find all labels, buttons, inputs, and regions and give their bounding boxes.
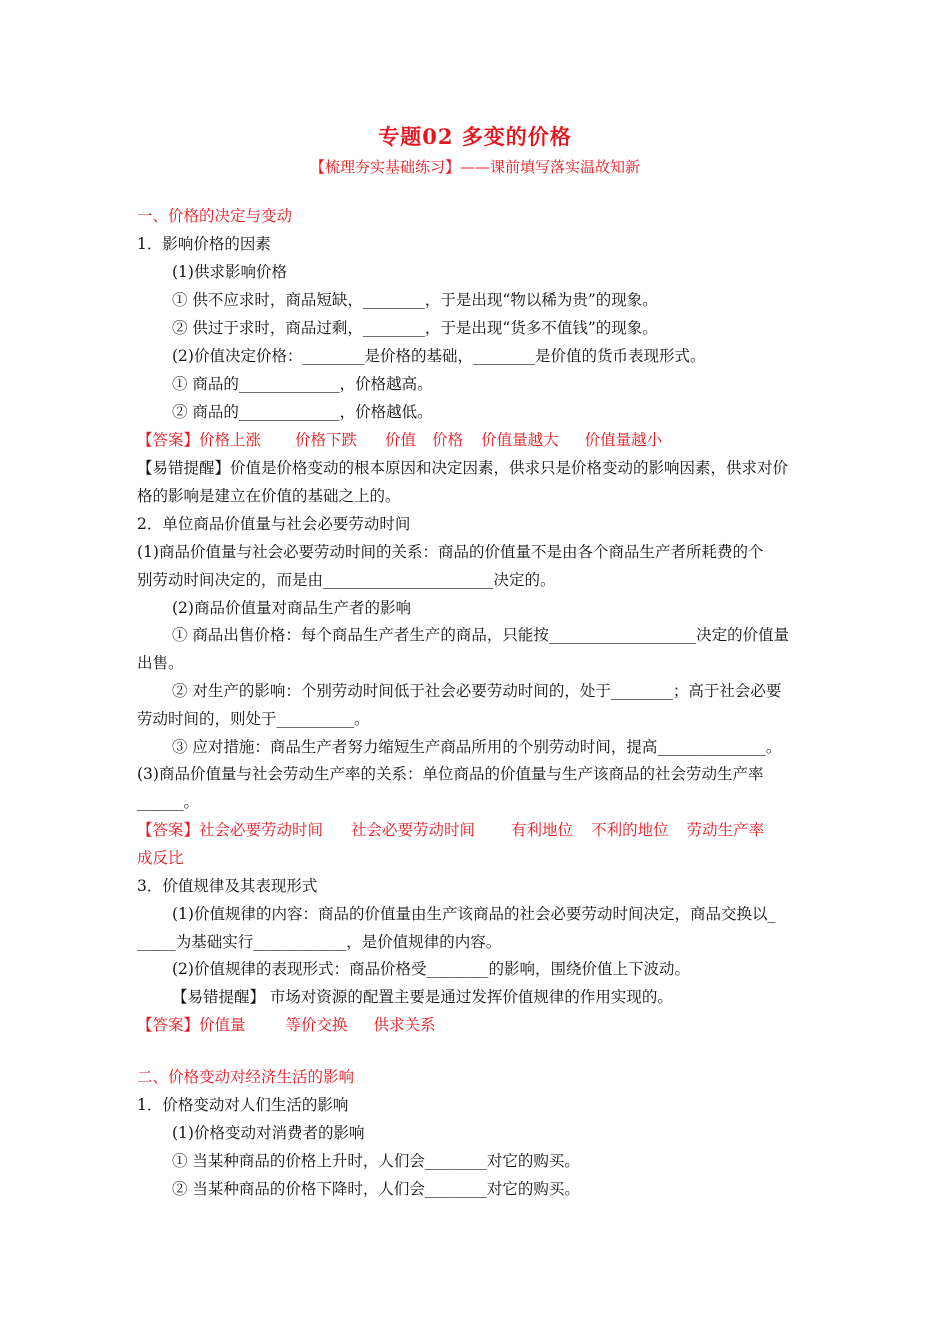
section-heading-2: 二、价格变动对经济生活的影响 <box>137 1068 355 1086</box>
tip-line-1: 【易错提醒】价值是价格变动的根本原因和决定因素，供求只是价格变动的影响因素，供求对价 <box>137 459 789 477</box>
answer-item: 价值量越小 <box>584 431 663 449</box>
answer-item: 价格下跌 <box>295 431 358 449</box>
answer-block-2-line2: 成反比 <box>137 849 184 867</box>
paragraph-r2: (2)价值规律的表现形式：商品价格受________的影响，围绕价值上下波动。 <box>172 960 690 978</box>
answer-label: 【答案】 <box>137 431 200 449</box>
answer-block-1 <box>137 430 662 450</box>
answer-item: 价值量越大 <box>481 431 559 449</box>
paragraph-q2: (2)商品价值量对商品生产者的影响 <box>172 599 411 617</box>
paragraph-q2a-line1: ① 商品出售价格：每个商品生产者生产的商品，只能按___________________决定的价值量 <box>172 626 790 644</box>
answer-label: 【答案】 <box>137 1016 200 1034</box>
paragraph-surplus: ② 供过于求时，商品过剩，________，于是出现“货多不值钱”的现象。 <box>172 319 658 337</box>
paragraph-q3-line1: (3)商品价值量与社会劳动生产率的关系：单位商品的价值量与生产该商品的社会劳动生产率 <box>137 765 764 783</box>
answer-item: 价格 <box>432 431 464 449</box>
page-subtitle: 【梳理夯实基础练习】——课前填写落实温故知新 <box>309 158 640 176</box>
paragraph-shortage: ① 供不应求时，商品短缺，________，于是出现“物以稀为贵”的现象。 <box>172 291 658 309</box>
paragraph-q2a-line2: 出售。 <box>137 654 184 672</box>
tip-block-2: 【易错提醒】 市场对资源的配置主要是通过发挥价值规律的作用实现的。 <box>172 988 673 1006</box>
answer-item: 不利的地位 <box>591 821 669 839</box>
paragraph-r1-line2: _____为基础实行____________，是价值规律的内容。 <box>137 933 502 951</box>
item-heading-1: 1．影响价格的因素 <box>137 235 271 253</box>
answer-item: 供求关系 <box>373 1016 436 1034</box>
item-heading-3: 3．价值规律及其表现形式 <box>137 877 318 895</box>
paragraph-higher-price: ① 商品的_____________，价格越高。 <box>172 375 433 393</box>
paragraph-lower-price: ② 商品的_____________，价格越低。 <box>172 403 433 421</box>
answer-block-3 <box>137 1015 436 1035</box>
answer-item: 社会必要劳动时间 <box>199 821 324 839</box>
paragraph-price-rise: ① 当某种商品的价格上升时，人们会________对它的购买。 <box>172 1152 580 1170</box>
tip-line-2: 格的影响是建立在价值的基础之上的。 <box>137 487 401 505</box>
answer-item: 有利地位 <box>511 821 574 839</box>
paragraph-supply-demand: (1)供求影响价格 <box>172 263 287 281</box>
paragraph-q1-line2: 别劳动时间决定的，而是由______________________决定的。 <box>137 571 556 589</box>
answer-item: 等价交换 <box>285 1016 348 1034</box>
paragraph-q2b-line2: 劳动时间的，则处于__________。 <box>137 710 370 728</box>
tip-label: 【易错提醒】 <box>137 459 231 477</box>
paragraph-value-price: (2)价值决定价格：________是价格的基础，________是价值的货币表现形式。 <box>172 347 706 365</box>
answer-item: 劳动生产率 <box>686 821 765 839</box>
answer-item: 社会必要劳动时间 <box>351 821 476 839</box>
paragraph-q1-line1: (1)商品价值量与社会必要劳动时间的关系：商品的价值量不是由各个商品生产者所耗费的个 <box>137 543 764 561</box>
paragraph-price-fall: ② 当某种商品的价格下降时，人们会________对它的购买。 <box>172 1180 580 1198</box>
answer-label: 【答案】 <box>137 821 200 839</box>
answer-item: 价值 <box>385 431 417 449</box>
paragraph-consumer-impact: (1)价格变动对消费者的影响 <box>172 1124 365 1142</box>
section-heading-1: 一、价格的决定与变动 <box>137 207 293 225</box>
item-heading-2: 2．单位商品价值量与社会必要劳动时间 <box>137 515 411 533</box>
paragraph-q3-line2: ______。 <box>137 793 200 811</box>
answer-item: 价值量 <box>199 1016 246 1034</box>
answer-item: 价格上涨 <box>199 431 262 449</box>
answer-block-2 <box>137 820 764 840</box>
paragraph-q2b-line1: ② 对生产的影响：个别劳动时间低于社会必要劳动时间的，处于________；高于社会必要 <box>172 682 782 700</box>
page-title: 专题02 多变的价格 <box>378 124 572 149</box>
item-heading-4: 1．价格变动对人们生活的影响 <box>137 1096 349 1114</box>
paragraph-q2c: ③ 应对措施：商品生产者努力缩短生产商品所用的个别劳动时间，提高______________。 <box>172 738 782 756</box>
paragraph-r1-line1: (1)价值规律的内容：商品的价值量由生产该商品的社会必要劳动时间决定，商品交换以_ <box>172 905 776 923</box>
